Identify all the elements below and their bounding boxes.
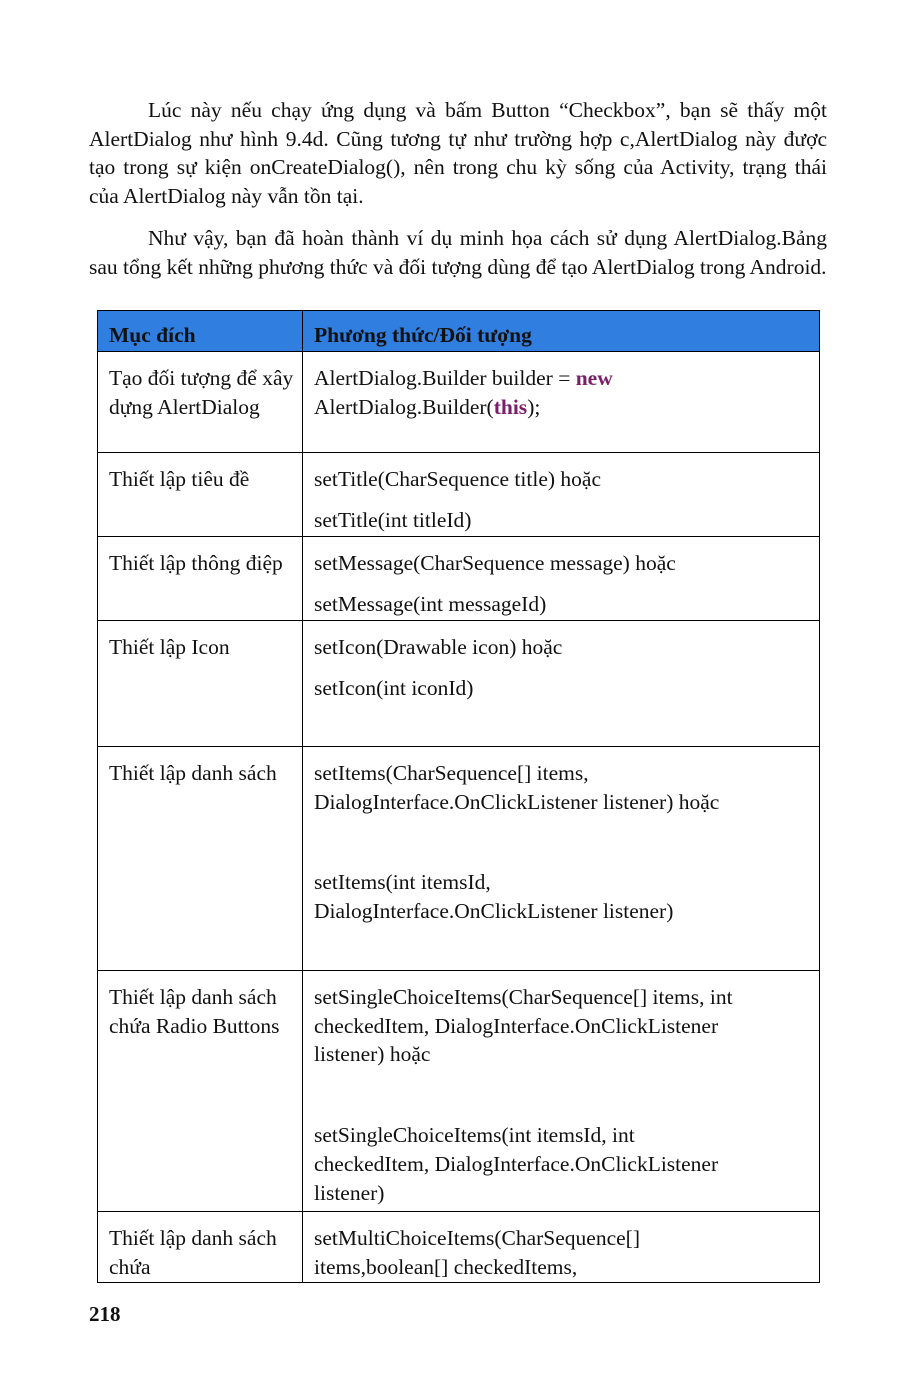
method-text: setTitle(CharSequence title) hoặc — [314, 467, 601, 491]
method-text: setMessage(int messageId) — [314, 591, 547, 616]
purpose-cell: Thiết lập tiêu đề — [98, 453, 303, 537]
header-method: Phương thức/Đối tượng — [303, 311, 820, 352]
method-text: setIcon(Drawable icon) hoặc — [314, 635, 563, 659]
method-text: listener) — [314, 1180, 385, 1205]
method-text: checkedItem, DialogInterface.OnClickListener — [314, 1151, 719, 1176]
method-text: items,boolean[] checkedItems, — [314, 1254, 578, 1279]
method-cell — [303, 352, 820, 453]
body-paragraph-2: Như vậy, bạn đã hoàn thành ví dụ minh họa cách sử dụng AlertDialog.Bảng sau tổng kết những phương thức và đối tượng dùng để tạo AlertDialog trong Android. — [89, 226, 827, 279]
method-text: setIcon(int iconId) — [314, 675, 474, 700]
method-cell — [303, 453, 820, 537]
method-text: setItems(int itemsId, — [314, 870, 491, 895]
method-text: DialogInterface.OnClickListener listener) hoặc — [314, 789, 720, 814]
method-text: setMultiChoiceItems(CharSequence[] — [314, 1226, 640, 1250]
method-cell — [303, 537, 820, 621]
table-header-row — [98, 311, 820, 352]
method-text: DialogInterface.OnClickListener listener) — [314, 899, 674, 924]
table-row — [98, 747, 820, 971]
purpose-cell: Thiết lập thông điệp — [98, 537, 303, 621]
keyword-new: new — [575, 366, 613, 390]
code-line: AlertDialog.Builder builder = new — [314, 366, 613, 390]
keyword-this: this — [493, 394, 528, 419]
alertdialog-methods-table — [97, 310, 820, 1283]
purpose-cell: Thiết lập danh sách chứa Radio Buttons — [98, 971, 303, 1212]
body-paragraph-1: Lúc này nếu chạy ứng dụng và bấm Button “Checkbox”, bạn sẽ thấy một AlertDialog như hình 9.4d. Cũng tương tự như trường hợp c,AlertDialog này được tạo trong sự kiện onCreateDialog(), nên trong chu kỳ sống của Activity, trạng thái của AlertDialog này vẫn tồn tại. — [89, 98, 827, 209]
table-row — [98, 352, 820, 453]
method-text: setMessage(CharSequence message) hoặc — [314, 551, 676, 575]
method-text: setSingleChoiceItems(CharSequence[] items, int — [314, 985, 733, 1009]
table-row — [98, 453, 820, 537]
table-row — [98, 1212, 820, 1283]
header-purpose: Mục đích — [98, 311, 303, 352]
purpose-cell: Thiết lập Icon — [98, 621, 303, 747]
purpose-cell: Thiết lập danh sách — [98, 747, 303, 971]
purpose-cell: Tạo đối tượng để xây dựng AlertDialog — [98, 352, 303, 453]
purpose-cell: Thiết lập danh sách chứa — [98, 1212, 303, 1283]
method-cell — [303, 747, 820, 971]
table-row — [98, 537, 820, 621]
method-text: listener) hoặc — [314, 1042, 431, 1067]
method-text: checkedItem, DialogInterface.OnClickListener — [314, 1013, 719, 1038]
table-row — [98, 621, 820, 747]
code-line: AlertDialog.Builder(this); — [314, 394, 541, 419]
method-cell — [303, 971, 820, 1212]
method-cell — [303, 1212, 820, 1283]
method-cell — [303, 621, 820, 747]
method-text: setTitle(int titleId) — [314, 507, 472, 532]
method-text: setItems(CharSequence[] items, — [314, 761, 589, 785]
page-number: 218 — [89, 1302, 121, 1326]
method-text: setSingleChoiceItems(int itemsId, int — [314, 1123, 635, 1148]
table-row — [98, 971, 820, 1212]
